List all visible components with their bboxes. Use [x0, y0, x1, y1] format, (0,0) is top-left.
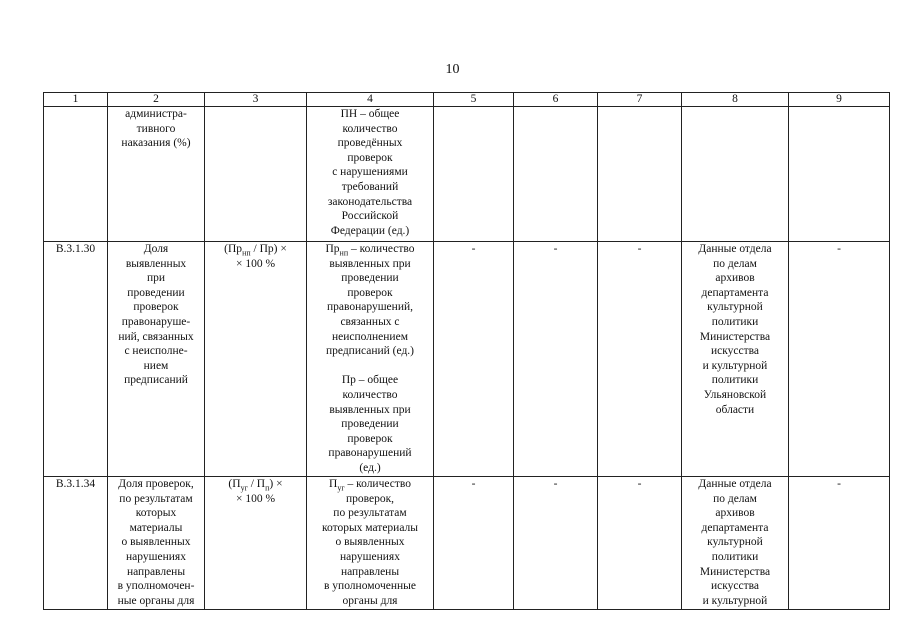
indicator-name-cell: администра- тивного наказания (%) [108, 107, 205, 242]
formula-cell [205, 107, 307, 242]
page-number: 10 [445, 62, 460, 77]
indicator-table [43, 92, 890, 610]
header-cell: 4 [307, 93, 434, 107]
indicator-name-cell: Доля выявленных при проведении проверок правонаруше- ний, связанных с неисполне- нием предписаний [108, 242, 205, 477]
value-cell: - [789, 242, 890, 477]
source-cell [682, 107, 789, 242]
variables-cell: $Пр_{нп}$ – количество выявленных при проведении проверок правонарушений, связанных с неисполнением предписаний (ед.) Пр – общее количество выявленных при проведении проверок правонарушений (ед.) [307, 242, 434, 477]
value-cell [789, 107, 890, 242]
value-cell [598, 107, 682, 242]
value-cell [514, 107, 598, 242]
header-cell: 5 [434, 93, 514, 107]
table-row [44, 107, 890, 242]
value-cell: - [789, 477, 890, 610]
header-cell: 8 [682, 93, 789, 107]
code-cell: В.3.1.34 [44, 477, 108, 610]
formula-cell: $(Пр_{нп} / Пр)$ × × 100 % [205, 242, 307, 477]
source-cell: Данные отдела по делам архивов департамента культурной политики Министерства искусства и культурной [682, 477, 789, 610]
value-cell: - [598, 242, 682, 477]
header-cell: 3 [205, 93, 307, 107]
header-cell: 7 [598, 93, 682, 107]
value-cell: - [434, 242, 514, 477]
header-row [44, 93, 890, 107]
code-cell [44, 107, 108, 242]
value-cell: - [514, 477, 598, 610]
header-cell: 2 [108, 93, 205, 107]
indicator-name-cell: Доля проверок, по результатам которых материалы о выявленных нарушениях направлены в уполномочен- ные органы для [108, 477, 205, 610]
value-cell: - [514, 242, 598, 477]
header-cell: 6 [514, 93, 598, 107]
table-row [44, 477, 890, 610]
source-cell: Данные отдела по делам архивов департамента культурной политики Министерства искусства и культурной политики Ульяновской области [682, 242, 789, 477]
variables-cell: $П_{уг}$ – количество проверок, по результатам которых материалы о выявленных нарушениях направлены в уполномоченные органы для [307, 477, 434, 610]
formula-cell: $(П_{уг} / П_п)$ × × 100 % [205, 477, 307, 610]
code-cell: В.3.1.30 [44, 242, 108, 477]
variables-cell: ПН – общее количество проведённых проверок с нарушениями требований законодательства Российской Федерации (ед.) [307, 107, 434, 242]
value-cell: - [434, 477, 514, 610]
table-row [44, 242, 890, 477]
header-cell: 9 [789, 93, 890, 107]
value-cell: - [598, 477, 682, 610]
value-cell [434, 107, 514, 242]
header-cell: 1 [44, 93, 108, 107]
